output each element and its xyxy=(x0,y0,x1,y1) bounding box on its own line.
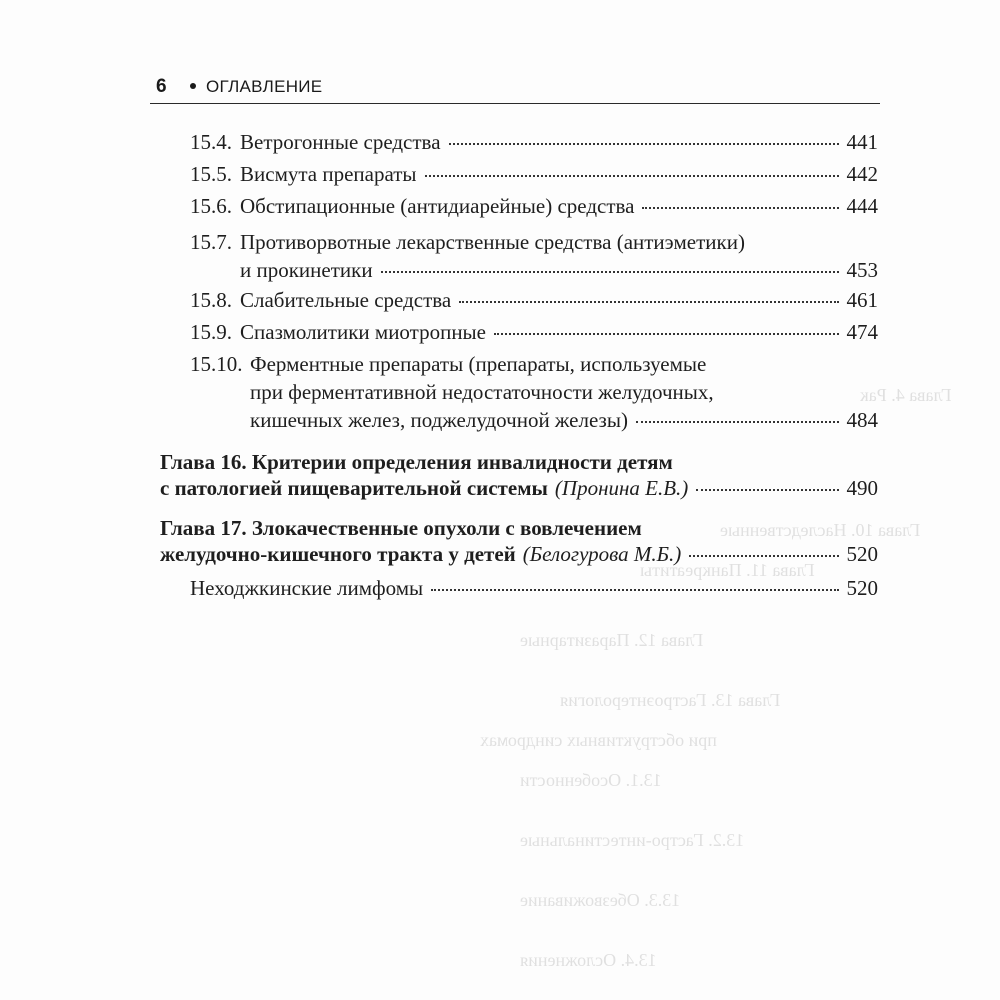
dot-leader xyxy=(459,301,838,303)
bullet-icon xyxy=(190,83,196,89)
running-header xyxy=(150,76,880,102)
show-through-text: Глава 12. Паразитарные xyxy=(520,630,704,650)
entry-page: 520 xyxy=(846,576,878,600)
entry-number: 15.4. xyxy=(190,130,232,154)
chapter-heading xyxy=(160,514,878,542)
dot-leader xyxy=(689,555,838,557)
entry-title: Спазмолитики миотропные xyxy=(240,320,486,344)
entry-page: 453 xyxy=(846,258,878,282)
toc-entry xyxy=(190,574,878,602)
entry-title-cont: кишечных желез, поджелудочной железы) xyxy=(250,408,628,432)
show-through-text: 13.2. Гастро-интестинальные xyxy=(520,830,745,850)
show-through-text: Глава 11. Панкреатиты xyxy=(640,560,815,580)
entry-title: Ветрогонные средства xyxy=(240,130,441,154)
show-through-text: 13.3. Обезвоживание xyxy=(520,890,681,910)
show-through-text: Глава 4. Рак xyxy=(860,385,952,405)
chapter-heading-cont xyxy=(160,474,878,502)
dot-leader xyxy=(642,207,838,209)
entry-page: 484 xyxy=(846,408,878,432)
chapter-title-cont: желудочно-кишечного тракта у детей xyxy=(160,542,516,566)
entry-title: Обстипационные (антидиарейные) средства xyxy=(240,194,635,218)
toc-entry-continuation xyxy=(250,378,878,406)
header-rule xyxy=(150,103,880,104)
toc-entry xyxy=(190,228,878,256)
toc-entry-continuation xyxy=(240,256,878,284)
dot-leader xyxy=(431,589,838,591)
chapter-author: (Пронина Е.В.) xyxy=(554,476,689,500)
dot-leader xyxy=(449,143,839,145)
chapter-title: Глава 17. Злокачественные опухоли с вовлечением xyxy=(160,516,642,540)
dot-leader xyxy=(696,489,838,491)
chapter-heading-cont xyxy=(160,540,878,568)
entry-title-cont: при ферментативной недостаточности желудочных, xyxy=(250,380,714,404)
entry-page: 441 xyxy=(846,130,878,154)
chapter-title: Глава 16. Критерии определения инвалидности детям xyxy=(160,450,673,474)
entry-page: 474 xyxy=(846,320,878,344)
toc-entry xyxy=(190,286,878,314)
entry-number: 15.5. xyxy=(190,162,232,186)
show-through-text: Глава 13. Гастроэнтерология xyxy=(560,690,781,710)
show-through-text: Глава 10. Наследственные xyxy=(720,520,921,540)
chapter-page: 490 xyxy=(846,476,878,500)
toc-entry-continuation xyxy=(250,406,878,434)
dot-leader xyxy=(425,175,839,177)
entry-title: Слабительные средства xyxy=(240,288,452,312)
section-title: ОГЛАВЛЕНИЕ xyxy=(206,77,323,96)
chapter-heading xyxy=(160,448,878,476)
entry-page: 444 xyxy=(846,194,878,218)
entry-title-cont: и прокинетики xyxy=(240,258,373,282)
show-through-text: 13.1. Особенности xyxy=(520,770,662,790)
page-number: 6 xyxy=(156,76,167,97)
show-through-text: 13.4. Осложнения xyxy=(520,950,657,970)
entry-title: Ферментные препараты (препараты, используемые xyxy=(250,352,707,376)
entry-title: Неходжкинские лимфомы xyxy=(190,576,424,600)
entry-title: Противорвотные лекарственные средства (антиэметики) xyxy=(240,230,745,254)
entry-number: 15.9. xyxy=(190,320,232,344)
toc-entry xyxy=(190,128,878,156)
toc-entry xyxy=(190,318,878,346)
chapter-author: (Белогурова М.Б.) xyxy=(522,542,682,566)
entry-page: 442 xyxy=(846,162,878,186)
chapter-title-cont: с патологией пищеварительной системы xyxy=(160,476,548,500)
dot-leader xyxy=(636,421,839,423)
dot-leader xyxy=(494,333,839,335)
show-through-text: при обструктивных синдромах xyxy=(480,730,717,750)
dot-leader xyxy=(381,271,839,273)
toc-entry xyxy=(190,160,878,188)
entry-title: Висмута препараты xyxy=(240,162,417,186)
entry-number: 15.7. xyxy=(190,230,232,254)
toc-entry xyxy=(190,350,878,378)
entry-number: 15.10. xyxy=(190,352,243,376)
toc-entry xyxy=(190,192,878,220)
entry-number: 15.6. xyxy=(190,194,232,218)
chapter-page: 520 xyxy=(846,542,878,566)
entry-page: 461 xyxy=(846,288,878,312)
entry-number: 15.8. xyxy=(190,288,232,312)
